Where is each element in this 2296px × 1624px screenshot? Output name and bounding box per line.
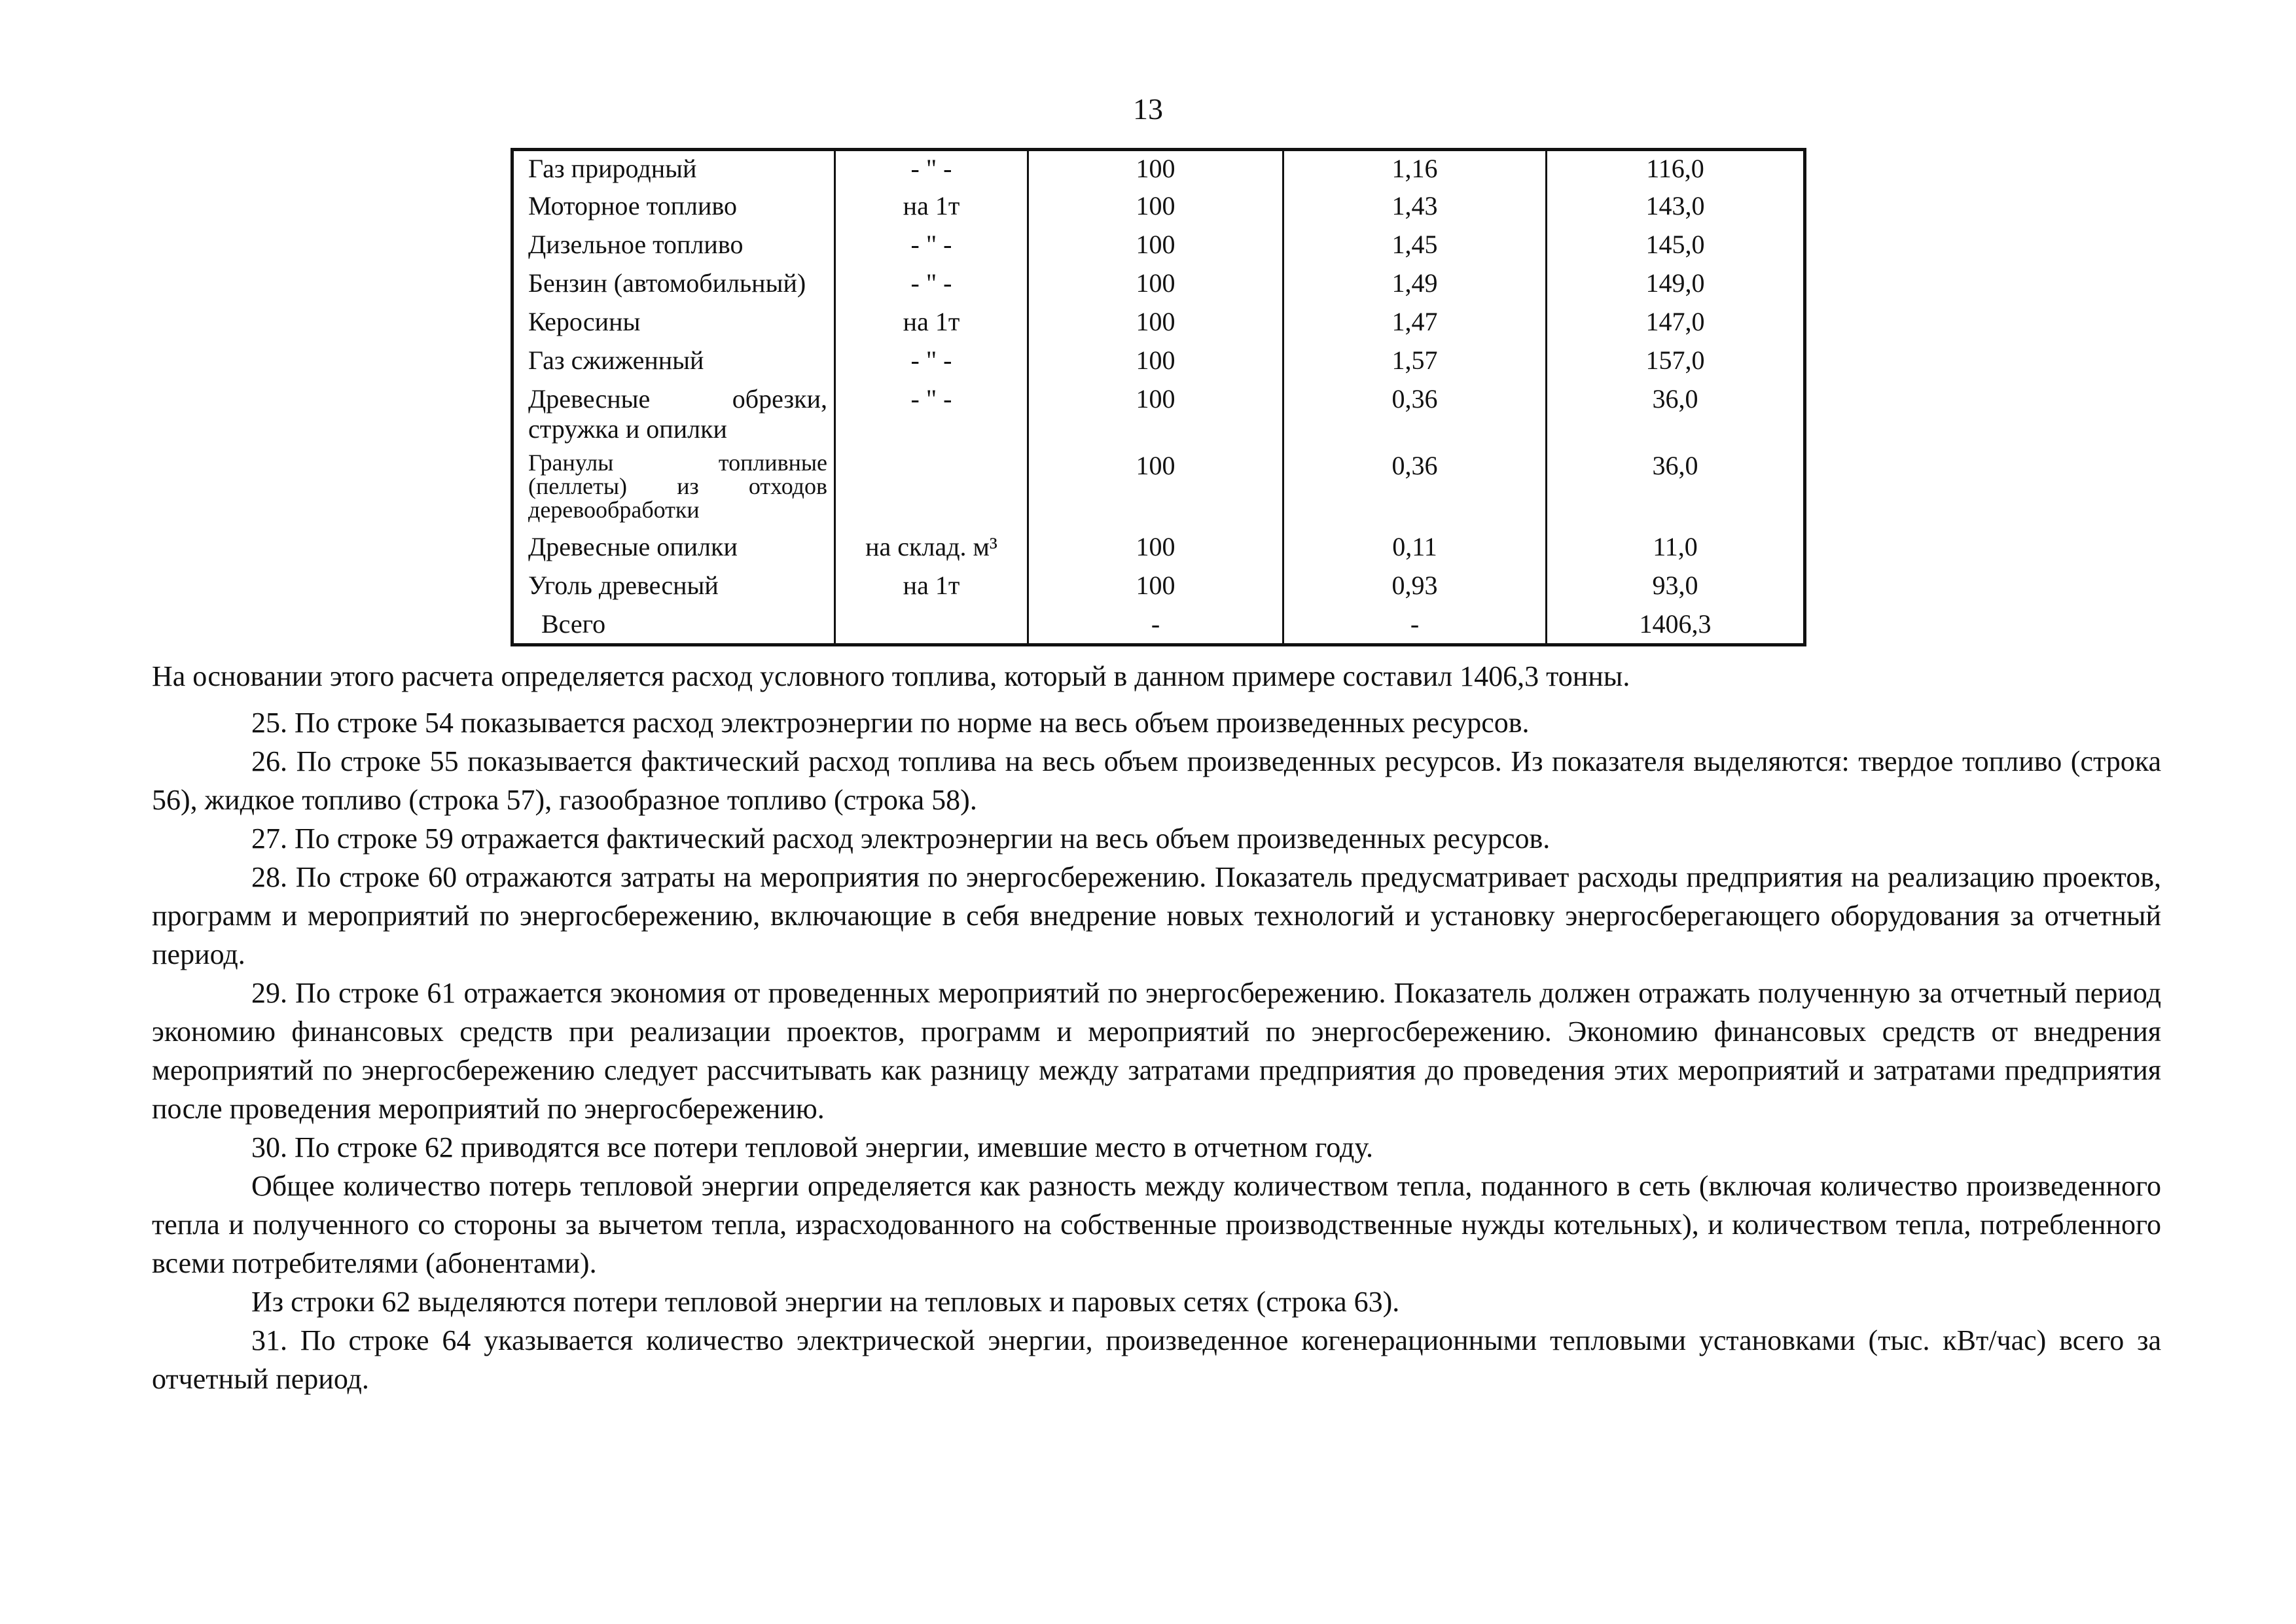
fuel-name: Гранулы топливные (пеллеты) из отходов деревообработки [512, 448, 835, 529]
table-row [512, 266, 1805, 304]
fuel-conversion-table [511, 148, 1806, 646]
fuel-name: Моторное топливо [512, 188, 835, 227]
unit-cell: - " - [835, 227, 1028, 266]
result-cell: 11,0 [1547, 529, 1805, 568]
table-row [512, 568, 1805, 607]
paragraph: 27. По строке 59 отражается фактический расход электроэнергии на весь объем произведенных ресурсов. [251, 822, 1551, 855]
table-row [512, 529, 1805, 568]
value-cell: 100 [1028, 266, 1283, 304]
value-cell: 100 [1028, 381, 1283, 448]
fuel-name: Дизельное топливо [512, 227, 835, 266]
table-row [512, 304, 1805, 343]
coefficient-cell: 0,36 [1283, 381, 1547, 448]
coefficient-cell: 1,16 [1283, 150, 1547, 188]
coefficient-cell: 1,43 [1283, 188, 1547, 227]
result-cell: 145,0 [1547, 227, 1805, 266]
unit-cell [835, 448, 1028, 529]
paragraph: На основании этого расчета определяется расход условного топлива, который в данном примере составил 1406,3 тонны. [152, 660, 1630, 692]
result-cell: 149,0 [1547, 266, 1805, 304]
total-value: 1406,3 [1547, 607, 1805, 645]
table-row [512, 188, 1805, 227]
body-text [152, 657, 2161, 1398]
table-row [512, 227, 1805, 266]
coefficient-cell: - [1283, 607, 1547, 645]
unit-cell: - " - [835, 266, 1028, 304]
unit-cell: на 1т [835, 188, 1028, 227]
total-label: Всего [512, 607, 835, 645]
fuel-name: Древесные опилки [512, 529, 835, 568]
unit-cell: на склад. м³ [835, 529, 1028, 568]
value-cell: 100 [1028, 529, 1283, 568]
fuel-name: Уголь древесный [512, 568, 835, 607]
coefficient-cell: 0,36 [1283, 448, 1547, 529]
value-cell: 100 [1028, 304, 1283, 343]
table-row [512, 448, 1805, 529]
result-cell: 143,0 [1547, 188, 1805, 227]
value-cell: 100 [1028, 150, 1283, 188]
coefficient-cell: 1,49 [1283, 266, 1547, 304]
value-cell: 100 [1028, 448, 1283, 529]
paragraph: 29. По строке 61 отражается экономия от проведенных мероприятий по энергосбережению. Показатель должен отражать полученную за отчетный период экономию финансовых средств при реализации проектов, программ и мероприятий по энергосбережению. Экономию финансовых средств от внедрения мероприятий по энергосбережению следует рассчитывать как разницу между затратами предприятия до проведения этих мероприятий и затратами предприятия после проведения мероприятий по энергосбережению. [152, 977, 2161, 1125]
value-cell: - [1028, 607, 1283, 645]
table-total-row [512, 607, 1805, 645]
coefficient-cell: 0,93 [1283, 568, 1547, 607]
coefficient-cell: 1,47 [1283, 304, 1547, 343]
fuel-name: Газ природный [512, 150, 835, 188]
unit-cell: на 1т [835, 304, 1028, 343]
coefficient-cell: 1,45 [1283, 227, 1547, 266]
paragraph: Из строки 62 выделяются потери тепловой энергии на тепловых и паровых сетях (строка 63). [251, 1286, 1400, 1318]
paragraph: 31. По строке 64 указывается количество электрической энергии, произведенное когенерационными тепловыми установками (тыс. кВт/час) всего за отчетный период. [152, 1324, 2161, 1395]
table-row [512, 150, 1805, 188]
value-cell: 100 [1028, 188, 1283, 227]
paragraph: Общее количество потерь тепловой энергии определяется как разность между количеством тепла, поданного в сеть (включая количество произведенного тепла и полученного со стороны за вычетом тепла, израсходованного на собственные производственные нужды котельных), и количеством тепла, потребленного всеми потребителями (абонентами). [152, 1170, 2161, 1279]
result-cell: 36,0 [1547, 381, 1805, 448]
result-cell: 116,0 [1547, 150, 1805, 188]
fuel-name: Газ сжиженный [512, 343, 835, 381]
unit-cell [835, 607, 1028, 645]
coefficient-cell: 0,11 [1283, 529, 1547, 568]
paragraph: 28. По строке 60 отражаются затраты на мероприятия по энергосбережению. Показатель предусматривает расходы предприятия на реализацию проектов, программ и мероприятий по энергосбережению, включающие в себя внедрение новых технологий и установку энергосберегающего оборудования за отчетный период. [152, 861, 2161, 970]
value-cell: 100 [1028, 568, 1283, 607]
result-cell: 93,0 [1547, 568, 1805, 607]
table-row [512, 343, 1805, 381]
paragraph: 25. По строке 54 показывается расход электроэнергии по норме на весь объем произведенных ресурсов. [251, 707, 1530, 739]
unit-cell: - " - [835, 343, 1028, 381]
result-cell: 36,0 [1547, 448, 1805, 529]
unit-cell: - " - [835, 150, 1028, 188]
value-cell: 100 [1028, 343, 1283, 381]
paragraph: 26. По строке 55 показывается фактический расход топлива на весь объем произведенных ресурсов. Из показателя выделяются: твердое топливо (строка 56), жидкое топливо (строка 57), газообразное топливо (строка 58). [152, 745, 2161, 816]
fuel-name: Керосины [512, 304, 835, 343]
value-cell: 100 [1028, 227, 1283, 266]
table-row [512, 381, 1805, 448]
result-cell: 147,0 [1547, 304, 1805, 343]
unit-cell: - " - [835, 381, 1028, 448]
fuel-name: Бензин (автомобильный) [512, 266, 835, 304]
page-number: 13 [1133, 92, 1163, 126]
unit-cell: на 1т [835, 568, 1028, 607]
result-cell: 157,0 [1547, 343, 1805, 381]
fuel-name: Древесные обрезки, стружка и опилки [512, 381, 835, 448]
coefficient-cell: 1,57 [1283, 343, 1547, 381]
paragraph: 30. По строке 62 приводятся все потери тепловой энергии, имевшие место в отчетном году. [251, 1131, 1373, 1163]
